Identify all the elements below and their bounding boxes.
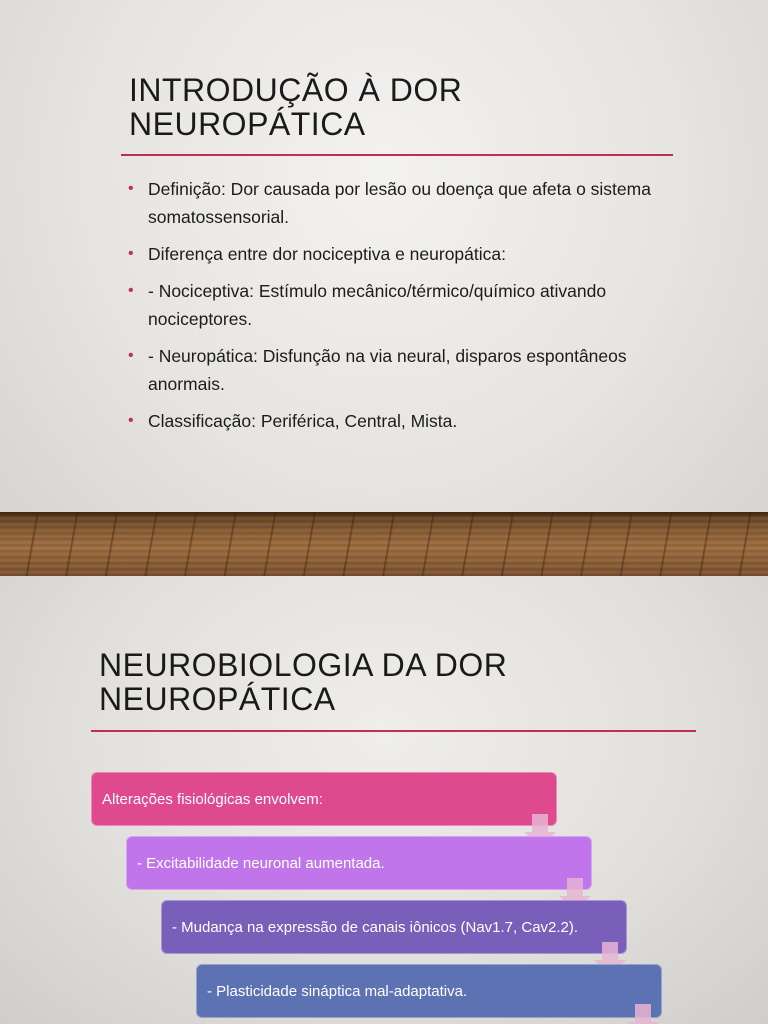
process-step: - Excitabilidade neuronal aumentada. xyxy=(126,836,592,890)
process-step: - Mudança na expressão de canais iônicos (Nav1.7, Cav2.2). xyxy=(161,900,627,954)
bullet-item: • Definição: Dor causada por lesão ou doença que afeta o sistema somatossensorial. xyxy=(128,175,668,231)
bullet-list xyxy=(128,175,668,444)
title-underline xyxy=(91,730,696,732)
bullet-icon: • xyxy=(128,180,134,197)
bullet-icon: • xyxy=(128,245,134,262)
bullet-item: • Classificação: Periférica, Central, Mista. xyxy=(128,407,668,435)
process-step: Alterações fisiológicas envolvem: xyxy=(91,772,557,826)
slide-title: INTRODUÇÃO À DOR NEUROPÁTICA xyxy=(129,72,463,142)
bullet-item: • - Neuropática: Disfunção na via neural, disparos espontâneos anormais. xyxy=(128,342,668,398)
bullet-icon: • xyxy=(128,412,134,429)
bullet-icon: • xyxy=(128,282,134,299)
slide-neurobiology xyxy=(0,576,768,1024)
bullet-icon: • xyxy=(128,347,134,364)
title-underline xyxy=(121,154,673,156)
slide-title: NEUROBIOLOGIA DA DOR NEUROPÁTICA xyxy=(99,647,508,717)
process-step: - Plasticidade sináptica mal-adaptativa. xyxy=(196,964,662,1018)
wood-floor-decoration xyxy=(0,512,768,576)
bullet-item: • - Nociceptiva: Estímulo mecânico/térmico/químico ativando nociceptores. xyxy=(128,277,668,333)
bullet-item: • Diferença entre dor nociceptiva e neuropática: xyxy=(128,240,668,268)
